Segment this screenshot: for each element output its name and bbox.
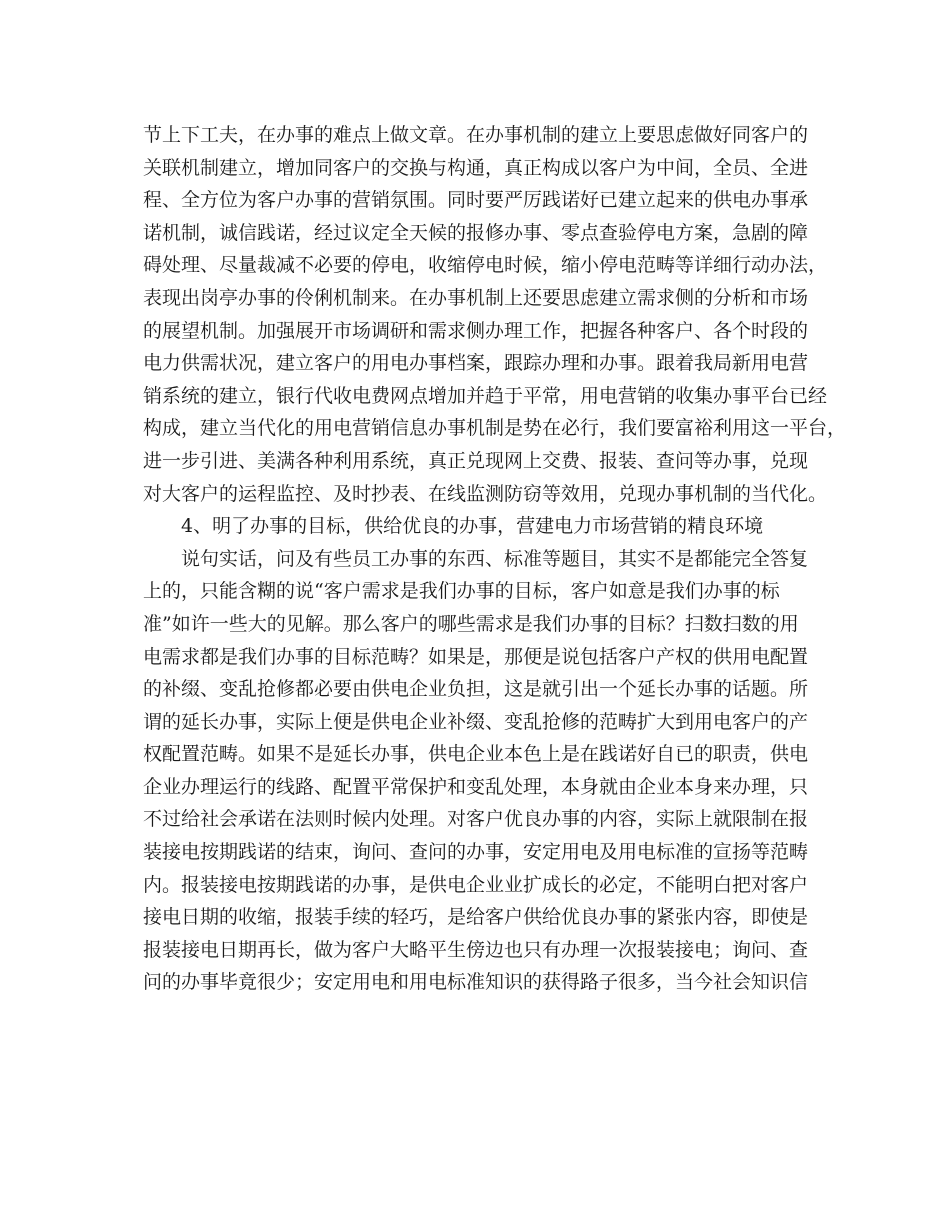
text-line: 节上下工夫，在办事的难点上做文章。在办事机制的建立上要思虑做好同客户的 bbox=[143, 124, 809, 146]
text-line: 表现出岗亭办事的伶俐机制来。在办事机制上还要思虑建立需求侧的分析和市场 bbox=[143, 286, 809, 309]
text-line: 谓的延长办事，实际上便是供电企业补缀、变乱抢修的范畴扩大到用电客户的产 bbox=[143, 710, 809, 733]
text-line: 进一步引进、美满各种利用系统，真正兑现网上交费、报装、查问等办事，兑现 bbox=[143, 449, 809, 472]
text-line: 关联机制建立，增加同客户的交换与构通，真正构成以客户为中间，全员、全进 bbox=[143, 156, 809, 179]
text-line: 的补缀、变乱抢修都必要由供电企业负担，这是就引出一个延长办事的话题。所 bbox=[143, 678, 809, 701]
text-line: 电力供需状况，建立客户的用电办事档案，跟踪办理和办事。跟着我局新用电营 bbox=[143, 352, 809, 375]
text-line: 说句实话，问及有些员工办事的东西、标准等题目，其实不是都能完全答复 bbox=[181, 547, 809, 570]
text-line: 企业办理运行的线路、配置平常保护和变乱处理，本身就由企业本身来办理，只 bbox=[143, 775, 809, 798]
text-line: 准”如许一些大的见解。那么客户的哪些需求是我们办事的目标？扫数扫数的用 bbox=[143, 612, 799, 635]
text-line: 电需求都是我们办事的目标范畴？如果是，那便是说包括客户产权的供用电配置 bbox=[143, 645, 809, 668]
text-line: 碍处理、尽量裁减不必要的停电，收缩停电时候，缩小停电范畴等详细行动办法， bbox=[143, 254, 828, 277]
text-line: 权配置范畴。如果不是延长办事，供电企业本色上是在践诺好自已的职责，供电 bbox=[143, 743, 809, 766]
text-line: 诺机制，诚信践诺，经过议定全天候的报修办事、零点查验停电方案，急剧的障 bbox=[143, 221, 809, 244]
body-text bbox=[143, 119, 847, 999]
text-line: 的展望机制。加强展开市场调研和需求侧办理工作，把握各种客户、各个时段的 bbox=[143, 319, 809, 342]
text-line: 内。报装接电按期践诺的办事，是供电企业业扩成长的必定，不能明白把对客户 bbox=[143, 873, 809, 896]
text-line: 程、全方位为客户办事的营销氛围。同时要严厉践诺好已建立起来的供电办事承 bbox=[143, 189, 809, 212]
section-heading: 4、明了办事的目标，供给优良的办事，营建电力市场营销的精良环境 bbox=[181, 515, 764, 538]
text-line: 上的，只能含糊的说“客户需求是我们办事的目标，客户如意是我们办事的标 bbox=[143, 580, 780, 603]
text-line: 不过给社会承诺在法则时候内处理。对客户优良办事的内容，实际上就限制在报 bbox=[143, 808, 809, 831]
text-line: 装接电按期践诺的结束，询问、查问的办事，安定用电及用电标准的宣扬等范畴 bbox=[143, 841, 809, 864]
text-line: 接电日期的收缩，报装手续的轻巧，是给客户供给优良办事的紧张内容，即使是 bbox=[143, 906, 809, 929]
text-line: 销系统的建立，银行代收电费网点增加并趋于平常，用电营销的收集办事平台已经 bbox=[143, 384, 828, 407]
text-line: 对大客户的运程监控、及时抄表、在线监测防窃等效用，兑现办事机制的当代化。 bbox=[143, 482, 828, 505]
text-line: 构成，建立当代化的用电营销信息办事机制是势在必行，我们要富裕利用这一平台， bbox=[143, 417, 847, 440]
text-line: 报装接电日期再长，做为客户大略平生傍边也只有办理一次报装接电；询问、查 bbox=[143, 938, 809, 961]
text-line: 问的办事毕竟很少；安定用电和用电标准知识的获得路子很多，当今社会知识信 bbox=[143, 971, 809, 994]
